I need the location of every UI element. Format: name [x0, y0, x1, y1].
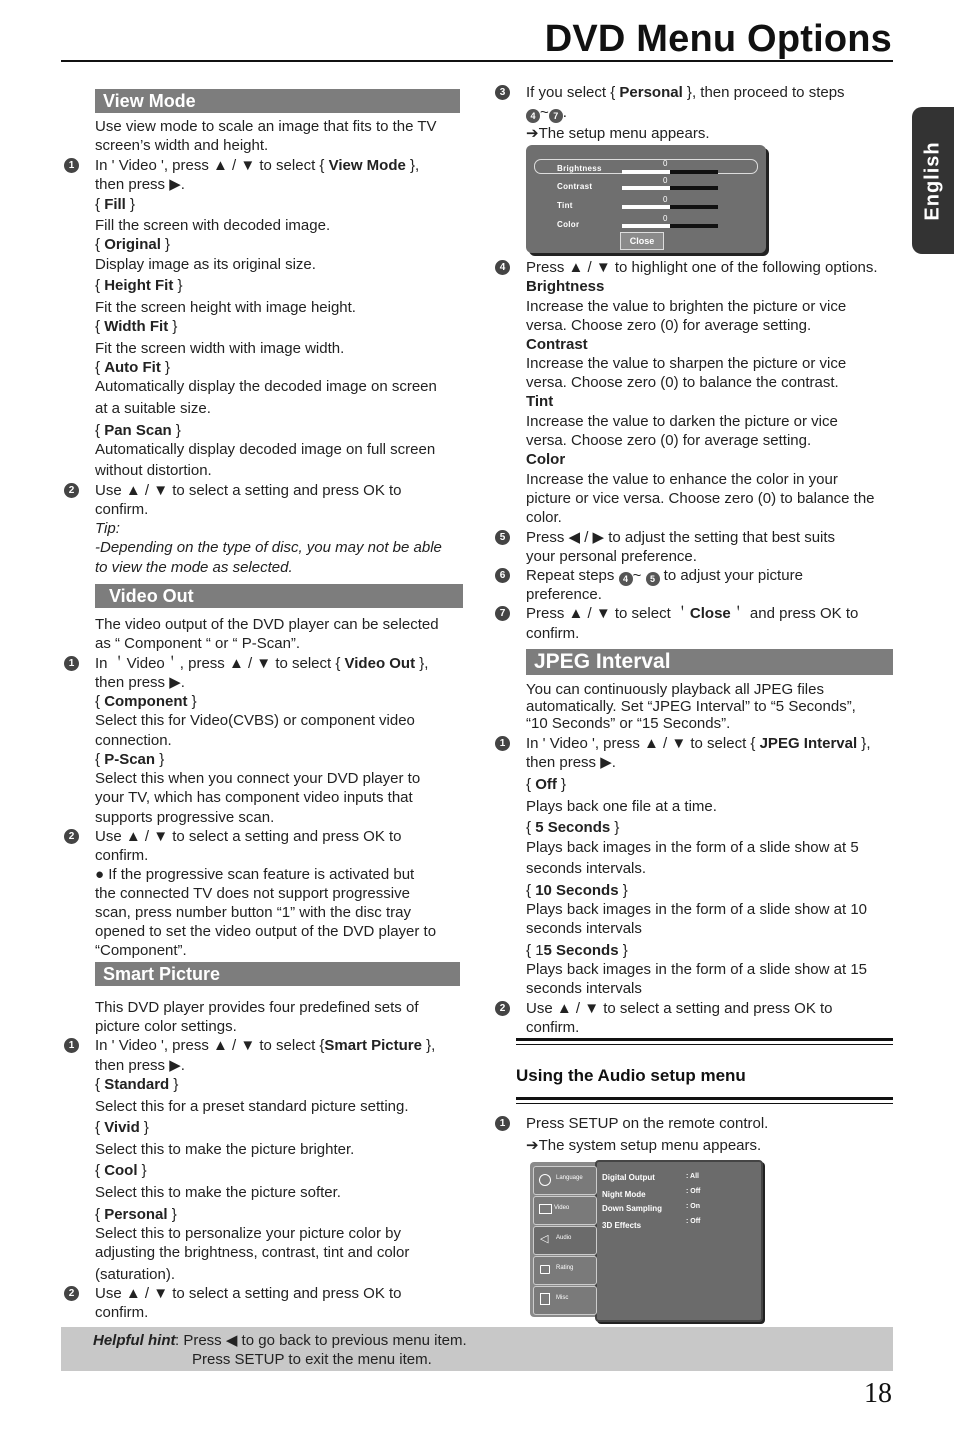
- sidebar-item-label: Audio: [556, 1235, 572, 1241]
- video-out-note-1: ● If the progressive scan feature is activated but: [95, 866, 415, 883]
- tint-heading: Tint: [526, 393, 554, 410]
- menu-value-3d-effects: : Off: [686, 1218, 701, 1225]
- personal-step-4: Press ▲ / ▼ to highlight one of the following options.: [526, 259, 878, 276]
- option-off-desc: Plays back one file at a time.: [526, 798, 717, 815]
- option-5-seconds-desc-2: seconds intervals.: [526, 860, 647, 877]
- option-standard: { Standard }: [95, 1076, 179, 1093]
- option-pan-scan-desc-1: Automatically display decoded image on full screen: [95, 441, 436, 458]
- option-10-seconds: { 10 Seconds }: [526, 882, 628, 899]
- personal-step-5b: your personal preference.: [526, 548, 697, 565]
- step-number: 1: [64, 158, 79, 173]
- step-number: 6: [495, 568, 510, 583]
- option-standard-desc: Select this for a preset standard picture setting.: [95, 1098, 409, 1115]
- menu-row-digital-output[interactable]: Digital Output: [602, 1173, 655, 1182]
- sidebar-item-label: Language: [556, 1175, 583, 1181]
- option-cool-desc: Select this to make the picture softer.: [95, 1184, 341, 1201]
- video-out-intro-1: The video output of the DVD player can be selected: [95, 616, 439, 633]
- view-mode-heading: View Mode: [95, 89, 460, 113]
- tip-text-2: to view the mode as selected.: [95, 559, 293, 576]
- menu-value-night-mode: : Off: [686, 1188, 701, 1195]
- helpful-hint-line-2: Press SETUP to exit the menu item.: [192, 1351, 432, 1368]
- sidebar-item-rating[interactable]: [533, 1256, 597, 1285]
- language-tab: [912, 107, 954, 254]
- option-personal: { Personal }: [95, 1206, 177, 1223]
- video-out-note-3: scan, press number button “1” with the disc tray: [95, 904, 411, 921]
- menu-value-digital-output: : All: [686, 1173, 699, 1180]
- jpeg-intro-3: “10 Seconds” or “15 Seconds”.: [526, 715, 731, 732]
- step-ref: 7: [549, 109, 563, 123]
- close-button[interactable]: Close: [620, 232, 664, 250]
- sidebar-item-language[interactable]: [533, 1166, 597, 1195]
- option-5-seconds-desc-1: Plays back images in the form of a slide show at 5: [526, 839, 859, 856]
- sidebar-item-video[interactable]: [533, 1196, 597, 1225]
- section-divider: [516, 1044, 893, 1045]
- page-number: 18: [864, 1378, 892, 1409]
- step-ref: 4: [526, 109, 540, 123]
- option-vivid-desc: Select this to make the picture brighter.: [95, 1141, 355, 1158]
- tint-desc-1: Increase the value to darken the picture or vice: [526, 413, 838, 430]
- option-15-seconds-desc-2: seconds intervals: [526, 980, 642, 997]
- language-tab-label: English: [921, 140, 944, 221]
- tint-desc-2: versa. Choose zero (0) for average setting.: [526, 432, 812, 449]
- section-divider: [516, 1038, 893, 1041]
- view-mode-step-1: In ' Video ', press ▲ / ▼ to select { View Mode },: [95, 157, 420, 174]
- smart-picture-step-1b: then press ▶.: [95, 1057, 185, 1074]
- jpeg-interval-heading: JPEG Interval: [526, 649, 893, 675]
- personal-step-7: Press ▲ / ▼ to select ＇Close＇ and press OK to: [526, 605, 859, 622]
- option-component-desc-2: connection.: [95, 732, 172, 749]
- contrast-desc-1: Increase the value to sharpen the picture or vice: [526, 355, 847, 372]
- brightness-heading: Brightness: [526, 278, 605, 295]
- helpful-hint-label: Helpful hint: [93, 1332, 176, 1349]
- option-fill: { Fill }: [95, 196, 136, 213]
- option-width-fit-desc: Fit the screen width with image width.: [95, 340, 345, 357]
- option-pscan: { P-Scan }: [95, 751, 165, 768]
- option-15-seconds: { 15 Seconds }: [526, 942, 628, 959]
- helpful-hint-line-1: : Press ◀ to go back to previous menu item.: [175, 1332, 467, 1349]
- view-mode-intro-2: screen’s width and height.: [95, 137, 269, 154]
- step-number: 7: [495, 606, 510, 621]
- option-10-seconds-desc-1: Plays back images in the form of a slide show at 10: [526, 901, 868, 918]
- globe-icon: [539, 1174, 551, 1186]
- tip-label: Tip:: [95, 520, 120, 537]
- view-mode-step-2b: confirm.: [95, 501, 149, 518]
- option-pscan-desc-1: Select this when you connect your DVD player to: [95, 770, 421, 787]
- jpeg-step-1b: then press ▶.: [526, 754, 616, 771]
- video-out-step-2: Use ▲ / ▼ to select a setting and press OK to: [95, 828, 402, 845]
- video-out-note-4: opened to set the video output of the DVD player to: [95, 923, 437, 940]
- option-auto-fit-desc-2: at a suitable size.: [95, 400, 211, 417]
- menu-item-brightness: Brightness: [557, 164, 602, 173]
- video-out-note-2: the connected TV does not support progressive: [95, 885, 410, 902]
- option-10-seconds-desc-2: seconds intervals: [526, 920, 642, 937]
- menu-value-brightness: 0: [663, 159, 668, 168]
- jpeg-step-2: Use ▲ / ▼ to select a setting and press OK to: [526, 1000, 833, 1017]
- option-fill-desc: Fill the screen with decoded image.: [95, 217, 331, 234]
- sidebar-item-label: Video: [554, 1205, 570, 1211]
- step-number: 5: [495, 530, 510, 545]
- step-number: 1: [495, 736, 510, 751]
- lock-icon: [540, 1265, 550, 1274]
- option-pscan-desc-3: supports progressive scan.: [95, 809, 275, 826]
- step-number: 2: [64, 1286, 79, 1301]
- menu-value-down-sampling: : On: [686, 1203, 700, 1210]
- step-number: 2: [495, 1001, 510, 1016]
- option-pan-scan-desc-2: without distortion.: [95, 462, 212, 479]
- color-desc-1: Increase the value to enhance the color in your: [526, 471, 838, 488]
- menu-item-color: Color: [557, 220, 580, 229]
- brightness-desc-2: versa. Choose zero (0) for average setting.: [526, 317, 812, 334]
- jpeg-step-1: In ' Video ', press ▲ / ▼ to select { JPEG Interval },: [526, 735, 871, 752]
- option-pscan-desc-2: your TV, which has component video inputs that: [95, 789, 413, 806]
- menu-item-contrast: Contrast: [557, 182, 593, 191]
- contrast-heading: Contrast: [526, 336, 588, 353]
- sidebar-item-label: Rating: [556, 1265, 574, 1271]
- view-mode-step-1b: then press ▶.: [95, 176, 185, 193]
- jpeg-step-2b: confirm.: [526, 1019, 580, 1036]
- smart-picture-intro-2: picture color settings.: [95, 1018, 237, 1035]
- video-out-intro-2: as “ Component “ or “ P-Scan”.: [95, 635, 301, 652]
- color-desc-2: picture or vice versa. Choose zero (0) to balance the: [526, 490, 875, 507]
- title-divider: [61, 60, 893, 62]
- tint-slider-fill: [622, 205, 670, 209]
- option-pan-scan: { Pan Scan }: [95, 422, 181, 439]
- video-out-step-1: In ＇Video＇, press ▲ / ▼ to select { Video Out },: [95, 655, 429, 672]
- menu-value-color: 0: [663, 214, 668, 223]
- brightness-slider-fill: [622, 170, 670, 174]
- option-auto-fit: { Auto Fit }: [95, 359, 171, 376]
- personal-step-6b: preference.: [526, 586, 602, 603]
- jpeg-intro-1: You can continuously playback all JPEG files: [526, 681, 824, 698]
- step-number: 1: [495, 1116, 510, 1131]
- step-number: 2: [64, 829, 79, 844]
- setup-menu-panel: [595, 1160, 763, 1322]
- personal-step-3: If you select { Personal }, then proceed to steps: [526, 84, 845, 101]
- sidebar-item-misc[interactable]: [533, 1286, 597, 1315]
- smart-picture-step-2b: confirm.: [95, 1304, 149, 1321]
- menu-value-tint: 0: [663, 195, 668, 204]
- option-personal-desc-2: adjusting the brightness, contrast, tint and color: [95, 1244, 410, 1261]
- option-original-desc: Display image as its original size.: [95, 256, 316, 273]
- smart-picture-intro-1: This DVD player provides four predefined sets of: [95, 999, 419, 1016]
- color-heading: Color: [526, 451, 566, 468]
- audio-step-1: Press SETUP on the remote control.: [526, 1115, 769, 1132]
- smart-picture-step-2: Use ▲ / ▼ to select a setting and press OK to: [95, 1285, 402, 1302]
- jpeg-intro-2: automatically. Set “JPEG Interval” to “5 Seconds”,: [526, 698, 856, 715]
- option-height-fit: { Height Fit }: [95, 277, 183, 294]
- sidebar-item-label: Misc: [556, 1295, 569, 1301]
- option-component: { Component }: [95, 693, 197, 710]
- video-out-note-5: “Component”.: [95, 942, 187, 959]
- contrast-desc-2: versa. Choose zero (0) to balance the contrast.: [526, 374, 839, 391]
- menu-row-3d-effects[interactable]: 3D Effects: [602, 1221, 642, 1230]
- video-out-heading: Video Out: [95, 584, 463, 608]
- personal-step-3-range: 4 ~ 7 .: [526, 103, 567, 123]
- brightness-desc-1: Increase the value to brighten the picture or vice: [526, 298, 847, 315]
- option-vivid: { Vivid }: [95, 1119, 149, 1136]
- page-title: DVD Menu Options: [544, 18, 892, 60]
- smart-picture-step-1: In ' Video ', press ▲ / ▼ to select {Smart Picture },: [95, 1037, 436, 1054]
- option-auto-fit-desc-1: Automatically display the decoded image on screen: [95, 378, 437, 395]
- section-divider: [516, 1103, 893, 1104]
- personal-step-6: Repeat steps 4 ~ 5 to adjust your picture: [526, 567, 803, 584]
- tip-text-1: -Depending on the type of disc, you may not be able: [95, 539, 442, 556]
- option-15-seconds-desc-1: Plays back images in the form of a slide show at 15: [526, 961, 868, 978]
- step-ref: 4: [619, 572, 633, 586]
- speaker-icon: ◁: [540, 1233, 549, 1245]
- personal-step-5: Press ◀ / ▶ to adjust the setting that best suits: [526, 529, 836, 546]
- option-width-fit: { Width Fit }: [95, 318, 178, 335]
- option-cool: { Cool }: [95, 1162, 147, 1179]
- menu-value-contrast: 0: [663, 176, 668, 185]
- step-number: 3: [495, 85, 510, 100]
- audio-step-1-appears: ➔The system setup menu appears.: [526, 1137, 762, 1154]
- step-number: 1: [64, 1038, 79, 1053]
- option-personal-desc-3: (saturation).: [95, 1266, 176, 1283]
- step-number: 4: [495, 260, 510, 275]
- menu-item-tint: Tint: [557, 201, 573, 210]
- menu-row-night-mode[interactable]: Night Mode: [602, 1190, 646, 1199]
- audio-heading: Using the Audio setup menu: [516, 1066, 746, 1085]
- view-mode-intro-1: Use view mode to scale an image that fits to the TV: [95, 118, 437, 135]
- step-number: 2: [64, 483, 79, 498]
- video-out-step-2b: confirm.: [95, 847, 149, 864]
- smart-picture-heading: Smart Picture: [95, 962, 460, 986]
- contrast-slider-fill: [622, 186, 670, 190]
- step-ref: 5: [646, 572, 660, 586]
- option-component-desc-1: Select this for Video(CVBS) or component video: [95, 712, 415, 729]
- menu-row-down-sampling[interactable]: Down Sampling: [602, 1204, 662, 1213]
- option-5-seconds: { 5 Seconds }: [526, 819, 620, 836]
- section-divider: [516, 1097, 893, 1100]
- option-original: { Original }: [95, 236, 171, 253]
- option-height-fit-desc: Fit the screen height with image height.: [95, 299, 356, 316]
- sidebar-item-audio[interactable]: [533, 1226, 597, 1255]
- personal-step-3-appears: ➔The setup menu appears.: [526, 125, 710, 142]
- document-icon: [540, 1293, 550, 1305]
- color-slider-fill: [622, 224, 670, 228]
- color-desc-3: color.: [526, 509, 562, 526]
- video-out-step-1b: then press ▶.: [95, 674, 185, 691]
- option-off: { Off }: [526, 776, 567, 793]
- option-personal-desc-1: Select this to personalize your picture color by: [95, 1225, 401, 1242]
- view-mode-step-2: Use ▲ / ▼ to select a setting and press OK to: [95, 482, 402, 499]
- step-number: 1: [64, 656, 79, 671]
- personal-step-7b: confirm.: [526, 625, 580, 642]
- screen-icon: [539, 1204, 552, 1214]
